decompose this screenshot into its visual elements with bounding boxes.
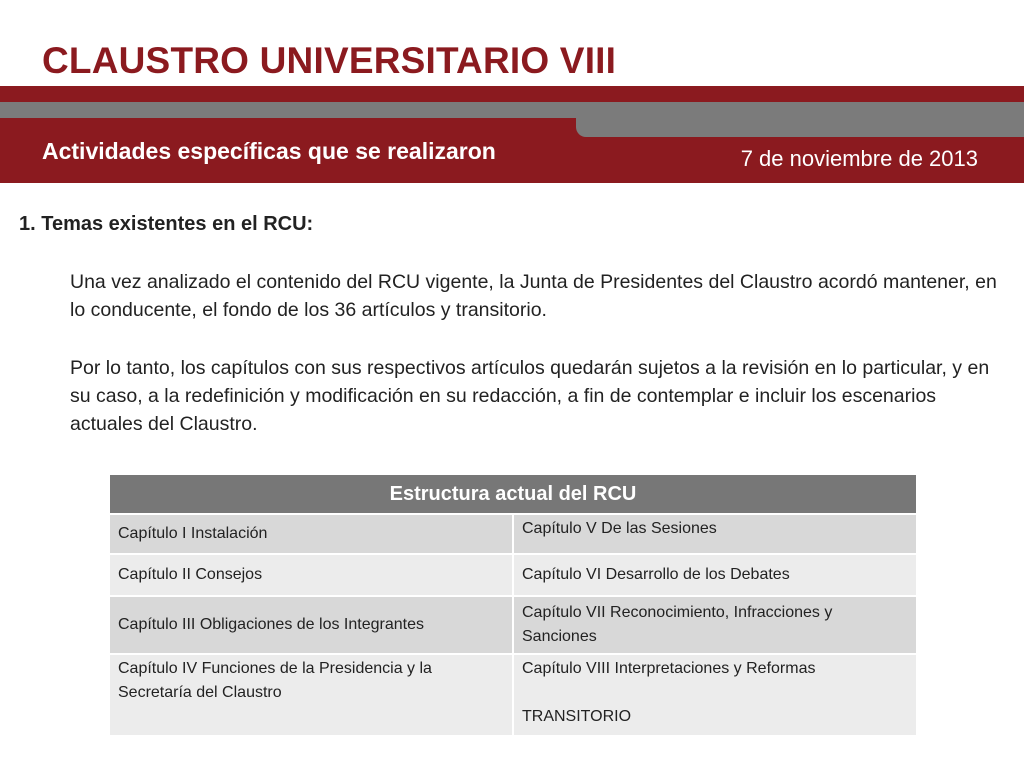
header-band-tab (576, 110, 1024, 137)
paragraph-1: Una vez analizado el contenido del RCU vigente, la Junta de Presidentes del Claustro acordó mantener, en lo conducente, el fondo de los 36 artículos y transitorio. (70, 271, 997, 321)
cell-spacer (522, 681, 908, 705)
table-cell-right: Capítulo VII Reconocimiento, Infracciones y Sanciones (513, 596, 917, 654)
rcu-structure-table (108, 473, 918, 737)
table-row (109, 554, 917, 596)
table-cell-right (513, 654, 917, 736)
table-cell-left: Capítulo I Instalación (109, 514, 513, 554)
section-heading: 1. Temas existentes en el RCU: (19, 213, 314, 235)
table-cell-left: Capítulo III Obligaciones de los Integrantes (109, 596, 513, 654)
table-row (109, 654, 917, 736)
slide-title: CLAUSTRO UNIVERSITARIO VIII (42, 40, 617, 81)
table-cell-right-text: Capítulo VIII Interpretaciones y Reformas (522, 660, 816, 677)
table-cell-right: Capítulo VI Desarrollo de los Debates (513, 554, 917, 596)
slide-subtitle: Actividades específicas que se realizaron (42, 138, 496, 164)
table-cell-left: Capítulo IV Funciones de la Presidencia y la Secretaría del Claustro (109, 654, 513, 736)
table-row (109, 514, 917, 554)
table-header: Estructura actual del RCU (109, 474, 917, 514)
paragraph-2: Por lo tanto, los capítulos con sus respectivos artículos quedarán sujetos a la revisión en lo particular, y en su caso, a la redefinición y modificación en su redacción, a fin de contemplar e incluir los escenarios actuales del Claustro. (70, 357, 990, 435)
slide-date: 7 de noviembre de 2013 (740, 146, 978, 171)
header-band-red (0, 86, 1024, 102)
table-cell-left: Capítulo II Consejos (109, 554, 513, 596)
table-cell-right: Capítulo V De las Sesiones (513, 514, 917, 554)
table-row (109, 596, 917, 654)
table-cell-right-extra: TRANSITORIO (522, 708, 632, 725)
table-header-row (109, 474, 917, 514)
